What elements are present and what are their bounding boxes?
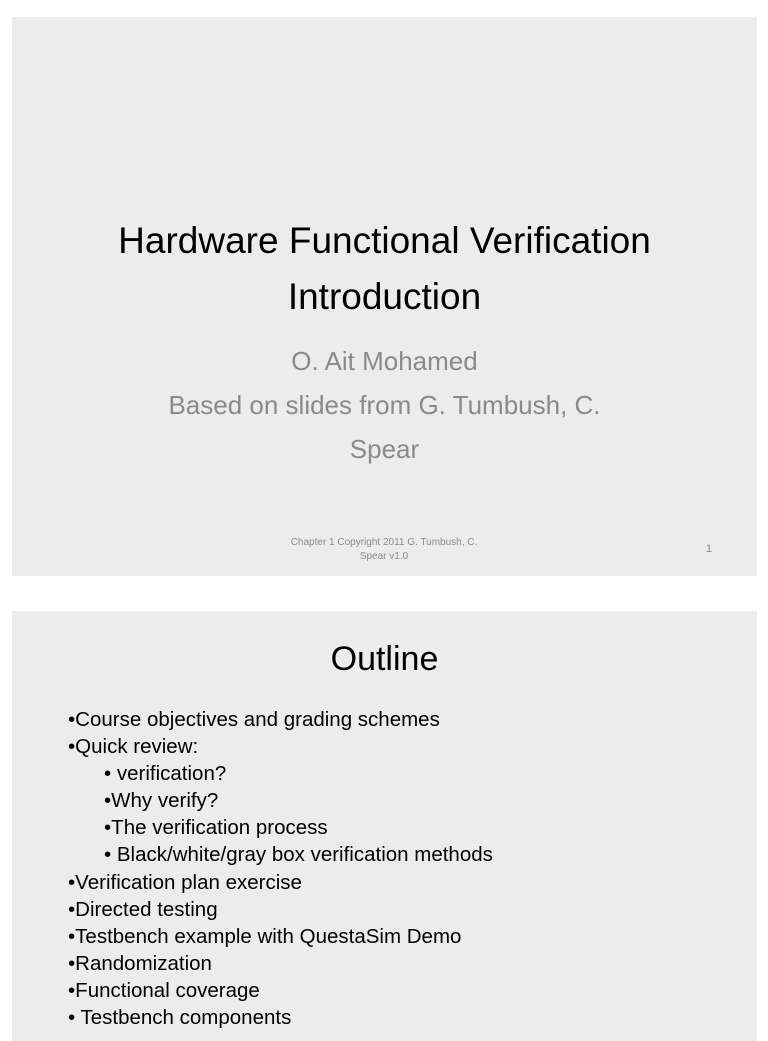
slide-footer: [252, 536, 516, 564]
page-number: 1: [705, 543, 712, 555]
outline-item: •Verification plan exercise: [68, 870, 302, 894]
outline-subitem: •Why verify?: [104, 789, 219, 813]
outline-subitem: • Black/white/gray box verification methods: [104, 843, 493, 867]
outline-subitem: •The verification process: [104, 816, 328, 840]
footer-line-2: Spear v1.0: [359, 551, 409, 562]
outline-subitem: • verification?: [104, 762, 227, 786]
slide-title-line-1: Hardware Functional Verification: [118, 220, 651, 261]
outline-item: •Directed testing: [68, 897, 218, 921]
slide-2: [12, 611, 757, 1041]
slide-1: [12, 17, 757, 576]
credit-line-2: Spear: [349, 434, 420, 464]
outline-item: •Quick review:: [68, 735, 199, 759]
author-name: O. Ait Mohamed: [291, 346, 478, 376]
slide-title-line-2: Introduction: [287, 276, 482, 317]
outline-item: •Testbench example with QuestaSim Demo: [68, 924, 462, 948]
credit-line-1: Based on slides from G. Tumbush, C.: [168, 390, 601, 420]
outline-item: •Functional coverage: [68, 978, 260, 1002]
outline-item: •Randomization: [68, 951, 212, 975]
outline-item: •Course objectives and grading schemes: [68, 708, 440, 731]
slide-title: [32, 213, 737, 325]
footer-line-1: Chapter 1 Copyright 2011 G. Tumbush, C.: [290, 537, 478, 548]
outline-item: • Testbench components: [68, 1006, 292, 1030]
slide-subtitle: [52, 339, 717, 471]
outline-title: Outline: [330, 640, 439, 678]
outline-list: [68, 706, 493, 1031]
